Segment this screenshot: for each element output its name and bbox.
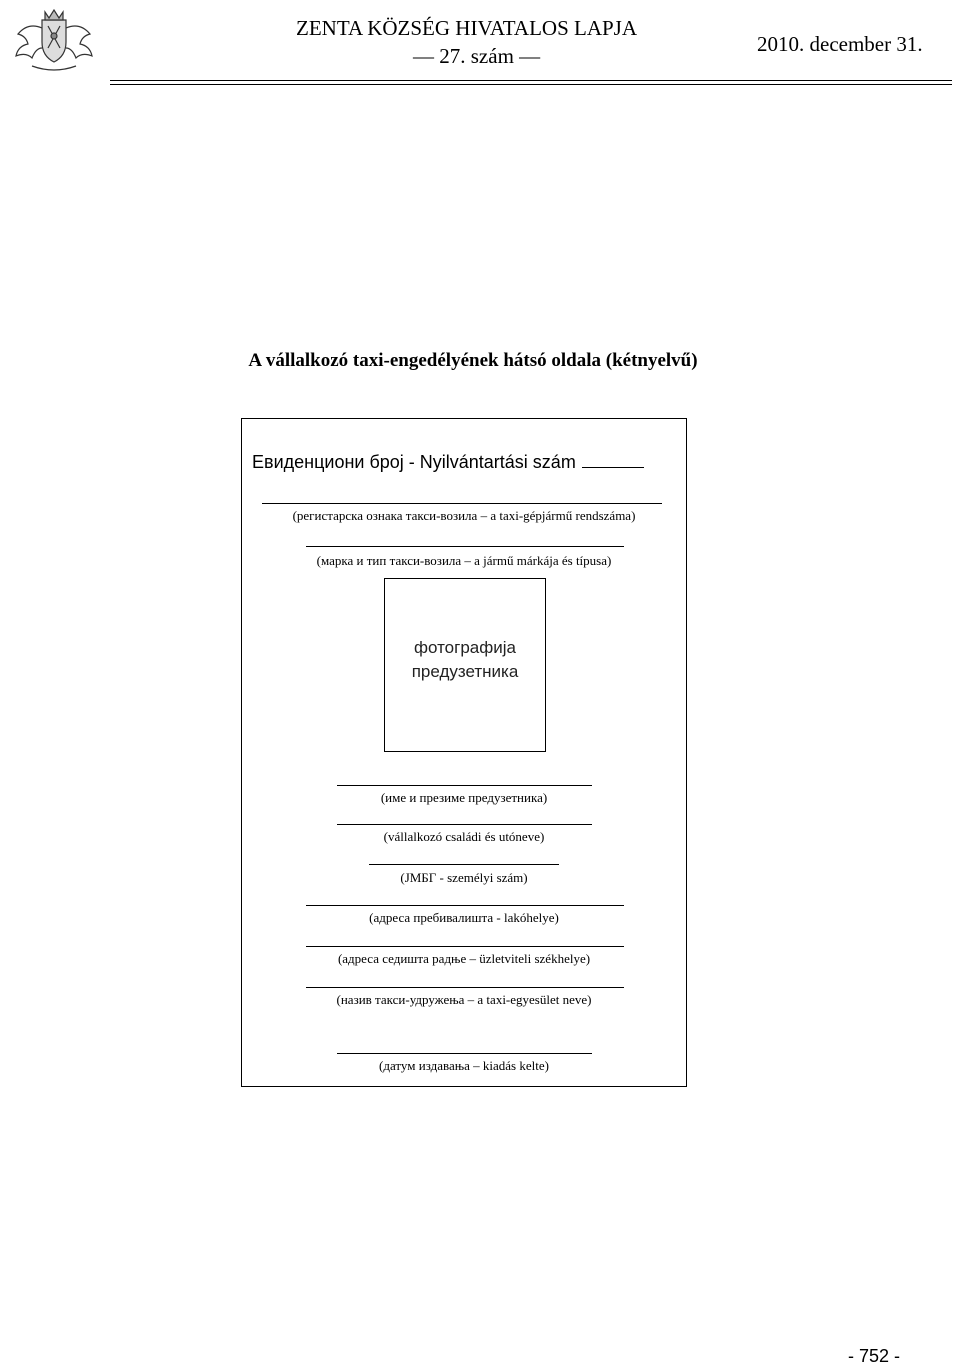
association-caption: (назив такси-удружења – a taxi-egyesület neve) [336, 992, 592, 1007]
issue-number: — 27. szám — [413, 44, 541, 68]
registration-number-label: Евиденциони број - Nyilvántartási szám [252, 452, 576, 472]
seat-fill-line [306, 946, 624, 947]
id-fill-line [369, 864, 559, 865]
name-sr-fill-line [337, 785, 592, 786]
photo-label-line: предузетника [411, 662, 519, 681]
photo-label [384, 636, 546, 684]
coat-of-arms-icon [12, 6, 96, 72]
plate-caption: (регистарска ознака такси-возила – a taxi-gépjármű rendszáma) [292, 508, 636, 523]
page-number: - 752 - [848, 1346, 901, 1366]
id-caption: (ЈМБГ - személyi szám) [400, 870, 528, 885]
address-caption: (адреса пребивалишта - lakóhelye) [369, 910, 559, 925]
photo-label-line: фотографија [414, 638, 516, 657]
plate-fill-line [262, 503, 662, 504]
name-hu-fill-line [337, 824, 592, 825]
registration-number-row [252, 452, 644, 473]
address-fill-line [306, 905, 624, 906]
header-divider [110, 80, 952, 81]
name-hu-caption: (vállalkozó családi és utóneve) [383, 829, 545, 844]
registration-number-blank [582, 467, 644, 468]
publication-date: 2010. december 31. [757, 32, 923, 56]
association-fill-line [306, 987, 624, 988]
vehicle-caption: (марка и тип такси-возила – a jármű márkája és típusa) [316, 553, 612, 568]
document-title: A vállalkozó taxi-engedélyének hátsó oldala (kétnyelvű) [248, 350, 698, 371]
publication-title: ZENTA KÖZSÉG HIVATALOS LAPJA [296, 16, 638, 40]
vehicle-fill-line [306, 546, 624, 547]
issue-date-caption: (датум издавања – kiadás kelte) [379, 1058, 549, 1073]
seat-caption: (адреса седишта радње – üzletviteli székhelye) [337, 951, 591, 966]
name-sr-caption: (име и презиме предузетника) [380, 790, 548, 805]
issue-date-fill-line [337, 1053, 592, 1054]
header-divider [110, 84, 952, 85]
